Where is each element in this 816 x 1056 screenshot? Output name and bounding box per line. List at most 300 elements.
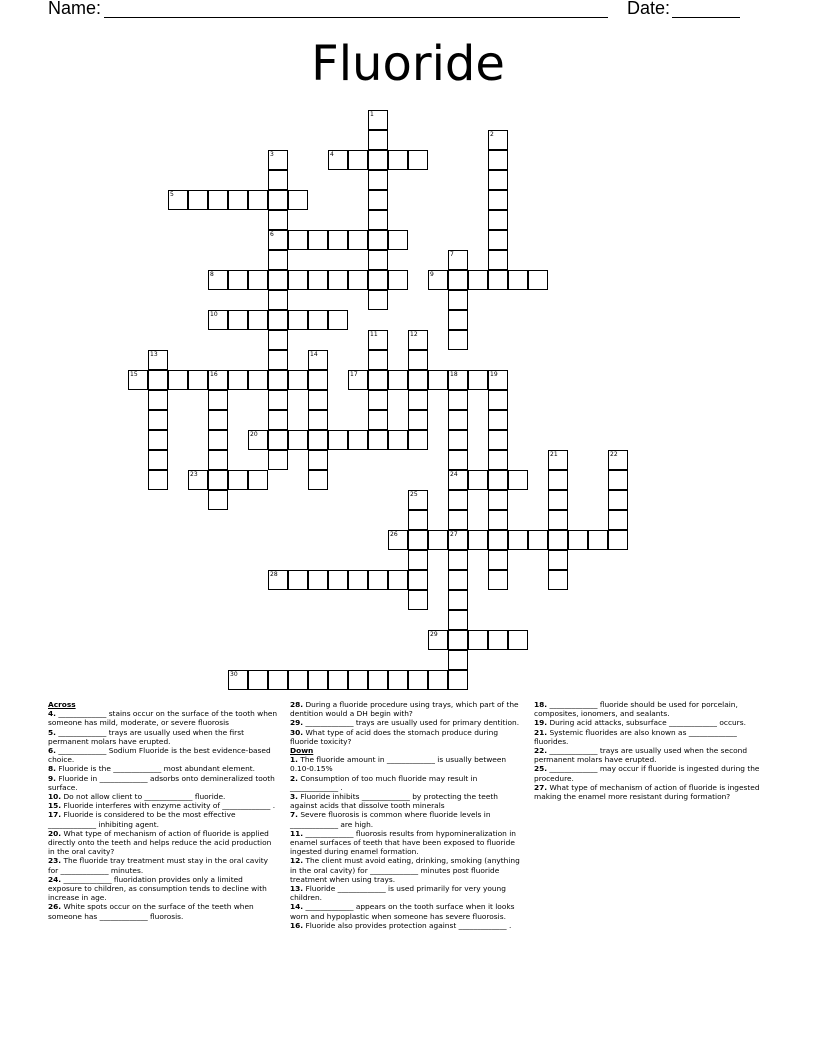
grid-cell[interactable] <box>268 450 288 470</box>
grid-cell[interactable] <box>388 150 408 170</box>
clue-number: 26 <box>390 531 398 538</box>
grid-cell[interactable] <box>448 630 468 650</box>
grid-cell[interactable] <box>248 310 268 330</box>
grid-cell[interactable] <box>268 210 288 230</box>
grid-cell[interactable] <box>528 270 548 290</box>
grid-cell[interactable] <box>308 470 328 490</box>
grid-cell[interactable] <box>368 370 388 390</box>
clue-item <box>48 728 278 746</box>
clue-item <box>534 700 768 718</box>
grid-cell[interactable] <box>468 270 488 290</box>
clue-item-text: The fluoride amount in _____________ is usually between 0.10-0.15% <box>290 755 507 774</box>
clue-item-number: 25. <box>534 764 548 774</box>
grid-cell[interactable] <box>408 570 428 590</box>
grid-cell[interactable] <box>228 270 248 290</box>
grid-cell[interactable] <box>448 670 468 690</box>
grid-cell[interactable] <box>268 430 288 450</box>
clue-item-text: Consumption of too much fluoride may result in _____________ . <box>290 773 478 792</box>
grid-cell[interactable] <box>368 190 388 210</box>
clue-item <box>290 774 524 792</box>
section-heading-down: Down <box>290 746 314 756</box>
grid-cell[interactable] <box>488 390 508 410</box>
grid-cell[interactable] <box>328 230 348 250</box>
grid-cell[interactable] <box>448 270 468 290</box>
grid-cell[interactable] <box>308 370 328 390</box>
clue-number: 14 <box>310 351 318 358</box>
grid-cell[interactable] <box>548 490 568 510</box>
grid-cell[interactable] <box>368 170 388 190</box>
grid-cell[interactable] <box>388 670 408 690</box>
grid-cell[interactable] <box>488 190 508 210</box>
clue-item-text: During acid attacks, subsurface _____________ occurs. <box>549 718 746 728</box>
grid-cell[interactable] <box>288 310 308 330</box>
clue-column-middle <box>290 700 524 930</box>
grid-cell[interactable] <box>288 570 308 590</box>
clue-item-text: During a fluoride procedure using trays, which part of the dentition would a DH begin with? <box>290 700 519 719</box>
grid-cell[interactable] <box>348 150 368 170</box>
grid-cell[interactable] <box>208 190 228 210</box>
grid-cell[interactable] <box>368 250 388 270</box>
clue-item-number: 27. <box>534 782 548 792</box>
grid-cell[interactable] <box>388 370 408 390</box>
grid-cell[interactable] <box>328 430 348 450</box>
grid-cell[interactable] <box>468 470 488 490</box>
grid-cell[interactable] <box>268 410 288 430</box>
grid-cell[interactable] <box>468 370 488 390</box>
clue-item-number: 14. <box>290 902 304 912</box>
grid-cell[interactable] <box>308 430 328 450</box>
grid-cell[interactable] <box>268 310 288 330</box>
clue-item <box>48 792 278 801</box>
grid-cell[interactable] <box>368 410 388 430</box>
grid-cell[interactable] <box>268 170 288 190</box>
clue-number: 29 <box>430 631 438 638</box>
grid-cell[interactable] <box>348 370 368 390</box>
clue-number: 7 <box>450 251 454 258</box>
grid-cell[interactable] <box>248 470 268 490</box>
clue-number: 6 <box>270 231 274 238</box>
clue-item-text: _____________ Sodium Fluoride is the best evidence-based choice. <box>48 746 271 765</box>
grid-cell[interactable] <box>348 430 368 450</box>
clue-item-number: 28. <box>290 700 304 709</box>
grid-cell[interactable] <box>308 390 328 410</box>
clue-number: 24 <box>450 471 458 478</box>
grid-cell[interactable] <box>228 670 248 690</box>
clue-column-left <box>48 700 278 921</box>
grid-cell[interactable] <box>488 510 508 530</box>
clue-item-number: 20. <box>48 828 62 838</box>
grid-cell[interactable] <box>148 390 168 410</box>
grid-cell[interactable] <box>308 350 328 370</box>
grid-cell[interactable] <box>408 670 428 690</box>
clue-number: 12 <box>410 331 418 338</box>
clue-number: 22 <box>610 451 618 458</box>
grid-cell[interactable] <box>608 470 628 490</box>
clue-item <box>290 728 524 746</box>
grid-cell[interactable] <box>368 130 388 150</box>
clue-item-number: 8. <box>48 764 56 774</box>
clue-item <box>48 875 278 903</box>
clue-item-text: Systemic fluorides are also known as _____________ fluorides. <box>534 727 737 746</box>
grid-cell[interactable] <box>488 490 508 510</box>
grid-cell[interactable] <box>208 310 228 330</box>
grid-cell[interactable] <box>208 490 228 510</box>
grid-cell[interactable] <box>448 590 468 610</box>
clue-item-number: 13. <box>290 884 304 894</box>
clue-item-number: 30. <box>290 727 304 737</box>
clue-number: 23 <box>190 471 198 478</box>
grid-cell[interactable] <box>548 530 568 550</box>
grid-cell[interactable] <box>488 570 508 590</box>
clue-item-number: 21. <box>534 727 548 737</box>
grid-cell[interactable] <box>508 630 528 650</box>
grid-cell[interactable] <box>368 570 388 590</box>
grid-cell[interactable] <box>168 370 188 390</box>
grid-cell[interactable] <box>188 470 208 490</box>
clue-item <box>534 718 768 727</box>
grid-cell[interactable] <box>308 270 328 290</box>
grid-cell[interactable] <box>488 170 508 190</box>
grid-cell[interactable] <box>448 310 468 330</box>
clue-item-text: What type of mechanism of action of fluoride is ingested making the enamel more resistant during formation? <box>534 782 760 802</box>
grid-cell[interactable] <box>408 530 428 550</box>
clue-item-text: Fluoride is considered to be the most effective _____________ inhibiting agent. <box>48 810 236 829</box>
clue-item-number: 4. <box>48 709 56 719</box>
grid-cell[interactable] <box>608 530 628 550</box>
grid-cell[interactable] <box>408 490 428 510</box>
grid-cell[interactable] <box>548 450 568 470</box>
clue-item <box>48 902 278 920</box>
grid-cell[interactable] <box>408 550 428 570</box>
clue-item-number: 2. <box>290 773 298 783</box>
clue-number: 8 <box>210 271 214 278</box>
clue-item <box>534 764 768 782</box>
clue-item <box>48 801 278 810</box>
grid-cell[interactable] <box>568 530 588 550</box>
grid-cell[interactable] <box>368 430 388 450</box>
grid-cell[interactable] <box>448 330 468 350</box>
grid-cell[interactable] <box>208 410 228 430</box>
grid-cell[interactable] <box>368 270 388 290</box>
clue-item-number: 7. <box>290 810 298 820</box>
clue-item-text: _____________ stains occur on the surface of the tooth when someone has mild, moderate, or severe fluorosis <box>48 709 278 728</box>
clue-item-text: _____________ trays are usually used when the second permanent molars have erupted. <box>534 746 748 765</box>
grid-cell[interactable] <box>488 530 508 550</box>
grid-cell[interactable] <box>148 430 168 450</box>
grid-cell[interactable] <box>248 190 268 210</box>
grid-cell[interactable] <box>328 150 348 170</box>
grid-cell[interactable] <box>408 370 428 390</box>
grid-cell[interactable] <box>488 550 508 570</box>
page-title: Fluoride <box>311 36 505 92</box>
grid-cell[interactable] <box>448 610 468 630</box>
grid-cell[interactable] <box>268 330 288 350</box>
clue-item <box>290 810 524 828</box>
grid-cell[interactable] <box>168 190 188 210</box>
grid-cell[interactable] <box>448 370 468 390</box>
clue-item-number: 24. <box>48 874 62 884</box>
grid-cell[interactable] <box>148 450 168 470</box>
clue-item-text: The client must avoid eating, drinking, smoking (anything in the oral cavity) for _____________ minutes post fluoride treatment when using trays. <box>290 856 520 884</box>
clue-number: 16 <box>210 371 218 378</box>
grid-cell[interactable] <box>348 570 368 590</box>
clue-column-right <box>534 700 768 801</box>
clue-item-number: 12. <box>290 856 304 866</box>
grid-cell[interactable] <box>268 350 288 370</box>
grid-cell[interactable] <box>408 150 428 170</box>
clue-number: 18 <box>450 371 458 378</box>
clue-item-text: Fluoride _____________ is used primarily for very young children. <box>290 884 506 903</box>
grid-cell[interactable] <box>368 150 388 170</box>
grid-cell[interactable] <box>448 250 468 270</box>
grid-cell[interactable] <box>488 210 508 230</box>
clue-number: 10 <box>210 311 218 318</box>
grid-cell[interactable] <box>448 430 468 450</box>
grid-cell[interactable] <box>308 230 328 250</box>
grid-cell[interactable] <box>508 270 528 290</box>
grid-cell[interactable] <box>368 350 388 370</box>
grid-cell[interactable] <box>268 270 288 290</box>
grid-cell[interactable] <box>148 350 168 370</box>
grid-cell[interactable] <box>208 470 228 490</box>
clue-item-text: _____________ fluoride should be used for porcelain, composites, ionomers, and sealants. <box>534 700 738 719</box>
grid-cell[interactable] <box>448 510 468 530</box>
clue-number: 15 <box>130 371 138 378</box>
grid-cell[interactable] <box>228 310 248 330</box>
grid-cell[interactable] <box>508 530 528 550</box>
grid-cell[interactable] <box>488 410 508 430</box>
grid-cell[interactable] <box>348 230 368 250</box>
clue-item-text: Fluoride is the _____________ most abundant element. <box>58 764 256 774</box>
grid-cell[interactable] <box>408 410 428 430</box>
clue-item-text: The fluoride tray treatment must stay in the oral cavity for _____________ minutes. <box>48 856 269 875</box>
clue-item <box>290 902 524 920</box>
grid-cell[interactable] <box>348 270 368 290</box>
grid-cell[interactable] <box>288 270 308 290</box>
clue-item-text: _____________ appears on the tooth surface when it looks worn and hypoplastic when someone has severe fluorosis. <box>290 902 515 921</box>
grid-cell[interactable] <box>128 370 148 390</box>
grid-cell[interactable] <box>368 390 388 410</box>
grid-cell[interactable] <box>488 470 508 490</box>
grid-cell[interactable] <box>368 670 388 690</box>
grid-cell[interactable] <box>408 350 428 370</box>
grid-cell[interactable] <box>408 330 428 350</box>
grid-cell[interactable] <box>428 270 448 290</box>
grid-cell[interactable] <box>428 530 448 550</box>
grid-cell[interactable] <box>548 470 568 490</box>
grid-cell[interactable] <box>268 290 288 310</box>
clue-item-text: _____________ may occur if fluoride is ingested during the procedure. <box>534 764 760 783</box>
clue-number: 20 <box>250 431 258 438</box>
clue-item <box>290 829 524 857</box>
grid-cell[interactable] <box>608 450 628 470</box>
grid-cell[interactable] <box>268 370 288 390</box>
clue-item <box>290 792 524 810</box>
grid-cell[interactable] <box>408 590 428 610</box>
grid-cell[interactable] <box>328 570 348 590</box>
clue-item <box>290 884 524 902</box>
grid-cell[interactable] <box>388 230 408 250</box>
clue-item-number: 22. <box>534 746 548 756</box>
grid-cell[interactable] <box>448 290 468 310</box>
grid-cell[interactable] <box>448 410 468 430</box>
clue-item-number: 18. <box>534 700 548 709</box>
grid-cell[interactable] <box>588 530 608 550</box>
clue-number: 11 <box>370 331 378 338</box>
grid-cell[interactable] <box>388 270 408 290</box>
grid-cell[interactable] <box>448 490 468 510</box>
grid-cell[interactable] <box>308 310 328 330</box>
grid-cell[interactable] <box>488 130 508 150</box>
grid-cell[interactable] <box>408 430 428 450</box>
grid-cell[interactable] <box>468 630 488 650</box>
grid-cell[interactable] <box>208 450 228 470</box>
grid-cell[interactable] <box>288 670 308 690</box>
clue-item <box>48 746 278 764</box>
grid-cell[interactable] <box>488 270 508 290</box>
grid-cell[interactable] <box>488 250 508 270</box>
grid-cell[interactable] <box>428 670 448 690</box>
grid-cell[interactable] <box>188 370 208 390</box>
grid-cell[interactable] <box>228 470 248 490</box>
grid-cell[interactable] <box>248 670 268 690</box>
grid-cell[interactable] <box>488 230 508 250</box>
grid-cell[interactable] <box>468 530 488 550</box>
grid-cell[interactable] <box>268 150 288 170</box>
grid-cell[interactable] <box>528 530 548 550</box>
grid-cell[interactable] <box>448 450 468 470</box>
grid-cell[interactable] <box>268 190 288 210</box>
grid-cell[interactable] <box>308 410 328 430</box>
grid-cell[interactable] <box>248 270 268 290</box>
clue-item-text: Fluoride in _____________ adsorbs onto demineralized tooth surface. <box>48 773 275 792</box>
grid-cell[interactable] <box>488 430 508 450</box>
grid-cell[interactable] <box>488 630 508 650</box>
grid-cell[interactable] <box>148 470 168 490</box>
grid-cell[interactable] <box>268 670 288 690</box>
grid-cell[interactable] <box>548 570 568 590</box>
clue-item-number: 9. <box>48 773 56 783</box>
grid-cell[interactable] <box>268 570 288 590</box>
grid-cell[interactable] <box>268 390 288 410</box>
grid-cell[interactable] <box>328 670 348 690</box>
grid-cell[interactable] <box>148 370 168 390</box>
clue-item <box>534 728 768 746</box>
clue-item-number: 23. <box>48 856 62 866</box>
grid-cell[interactable] <box>368 290 388 310</box>
clue-number: 5 <box>170 191 174 198</box>
grid-cell[interactable] <box>448 470 468 490</box>
clue-item-number: 5. <box>48 727 56 737</box>
grid-cell[interactable] <box>408 390 428 410</box>
clue-number: 4 <box>330 151 334 158</box>
clue-item-number: 19. <box>534 718 548 728</box>
grid-cell[interactable] <box>488 370 508 390</box>
grid-cell[interactable] <box>308 570 328 590</box>
grid-cell[interactable] <box>268 230 288 250</box>
grid-cell[interactable] <box>508 470 528 490</box>
grid-cell[interactable] <box>208 390 228 410</box>
clue-item <box>534 783 768 801</box>
grid-cell[interactable] <box>428 630 448 650</box>
grid-cell[interactable] <box>288 430 308 450</box>
grid-cell[interactable] <box>208 370 228 390</box>
grid-cell[interactable] <box>348 670 368 690</box>
grid-cell[interactable] <box>448 550 468 570</box>
clue-number: 28 <box>270 571 278 578</box>
clue-item-text: Fluoride also provides protection against _____________ . <box>305 920 512 930</box>
grid-cell[interactable] <box>368 210 388 230</box>
grid-cell[interactable] <box>428 370 448 390</box>
grid-cell[interactable] <box>188 190 208 210</box>
grid-cell[interactable] <box>488 450 508 470</box>
clue-item-number: 3. <box>290 792 298 802</box>
clue-item-text: Severe fluorosis is common where fluoride levels in _____________ are high. <box>290 810 491 829</box>
grid-cell[interactable] <box>608 510 628 530</box>
grid-cell[interactable] <box>308 670 328 690</box>
grid-cell[interactable] <box>248 430 268 450</box>
clue-number: 27 <box>450 531 458 538</box>
grid-cell[interactable] <box>448 530 468 550</box>
grid-cell[interactable] <box>288 230 308 250</box>
grid-cell[interactable] <box>368 330 388 350</box>
clue-item-number: 6. <box>48 746 56 756</box>
grid-cell[interactable] <box>268 250 288 270</box>
clue-item-number: 26. <box>48 902 62 912</box>
grid-cell[interactable] <box>368 230 388 250</box>
grid-cell[interactable] <box>548 510 568 530</box>
grid-cell[interactable] <box>368 110 388 130</box>
grid-cell[interactable] <box>548 550 568 570</box>
clue-item-number: 16. <box>290 920 304 930</box>
grid-cell[interactable] <box>228 370 248 390</box>
grid-cell[interactable] <box>608 490 628 510</box>
grid-cell[interactable] <box>408 510 428 530</box>
clue-item <box>48 856 278 874</box>
grid-cell[interactable] <box>388 570 408 590</box>
grid-cell[interactable] <box>448 570 468 590</box>
grid-cell[interactable] <box>488 150 508 170</box>
grid-cell[interactable] <box>328 310 348 330</box>
clue-item <box>290 755 524 773</box>
grid-cell[interactable] <box>288 370 308 390</box>
clue-item <box>290 718 524 727</box>
grid-cell[interactable] <box>328 270 348 290</box>
grid-cell[interactable] <box>448 650 468 670</box>
name-label: Name: <box>48 0 102 18</box>
grid-cell[interactable] <box>288 190 308 210</box>
grid-cell[interactable] <box>388 430 408 450</box>
clue-item-text: What type of mechanism of action of fluoride is applied directly onto the teeth and helps reduce the acid production in the oral cavity? <box>48 828 272 857</box>
clue-item-text: White spots occur on the surface of the teeth when someone has _____________ fluorosis. <box>48 902 254 921</box>
grid-cell[interactable] <box>208 270 228 290</box>
clue-number: 3 <box>270 151 274 158</box>
grid-cell[interactable] <box>148 410 168 430</box>
section-heading-across: Across <box>48 700 76 709</box>
grid-cell[interactable] <box>448 390 468 410</box>
grid-cell[interactable] <box>308 450 328 470</box>
clue-number: 21 <box>550 451 558 458</box>
clue-number: 9 <box>430 271 434 278</box>
clue-item-number: 1. <box>290 755 298 765</box>
clue-number: 17 <box>350 371 358 378</box>
grid-cell[interactable] <box>208 430 228 450</box>
clue-item <box>48 709 278 727</box>
grid-cell[interactable] <box>228 190 248 210</box>
grid-cell[interactable] <box>248 370 268 390</box>
grid-cell[interactable] <box>388 530 408 550</box>
clue-item <box>290 921 524 930</box>
